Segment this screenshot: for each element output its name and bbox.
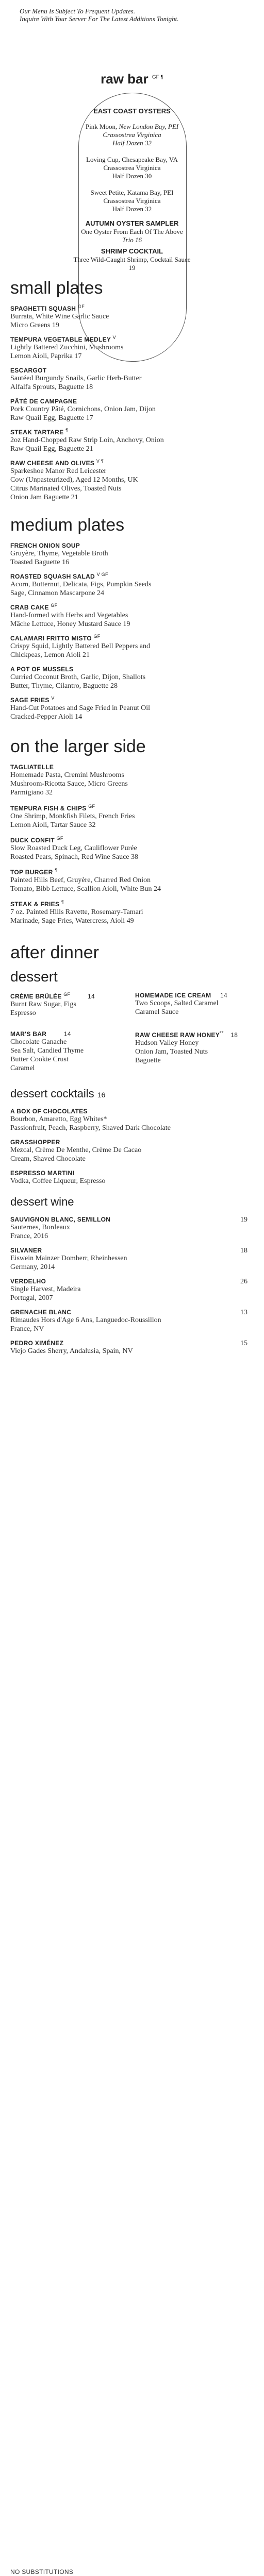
raw-bar-title-text: raw bar [101, 71, 148, 87]
item-desc: Hudson Valley Honey [135, 1039, 199, 1047]
item-desc: Raw Quail Egg, Baguette 21 [10, 445, 93, 453]
item-name: VERDELHO [10, 1278, 46, 1285]
item-name: HOMEMADE ICE CREAM [135, 992, 211, 999]
item-name: PÂTÉ DE CAMPAGNE [10, 398, 77, 405]
cocktail-item [10, 1139, 253, 1163]
item-name: SAGE FRIES [10, 697, 50, 704]
menu-item [10, 696, 253, 721]
item-desc: Sparkeshoe Manor Red Leicester [10, 467, 107, 475]
item-desc: Homemade Pasta, Cremini Mushrooms [10, 771, 124, 779]
item-name: DUCK CONFIT [10, 837, 55, 844]
item-mark: V [51, 696, 55, 701]
no-substitutions-note: NO SUBSTITUTIONS [10, 2568, 74, 2575]
item-mark: ¶ [65, 428, 69, 433]
east-coast-oysters-heading: EAST COAST OYSTERS [93, 107, 171, 115]
item-name: TAGLIATELLE [10, 764, 54, 771]
item-desc: 7 oz. Painted Hills Ravette, Rosemary-Tamari [10, 908, 143, 916]
item-desc: One Shrimp, Monkfish Filets, French Fries [10, 812, 135, 820]
item-desc: Gruyère, Thyme, Vegetable Broth [10, 550, 108, 557]
item-desc: Sauternes, Bordeaux [10, 1224, 70, 1231]
item-desc: Caramel Sauce [135, 1008, 179, 1016]
item-desc: Raw Quail Egg, Baguette 17 [10, 414, 93, 422]
cocktail-desc: Three Wild-Caught Shrimp, Cocktail Sauce [73, 256, 191, 263]
item-price: 26 [240, 1278, 248, 1285]
small-plates-title: small plates [10, 278, 103, 298]
item-price: 19 [240, 1216, 248, 1224]
item-name: CRÈME BRÛLÉE [10, 993, 62, 1000]
menu-item [10, 541, 253, 567]
menu-item [10, 304, 253, 330]
item-name: STEAK TARTARE [10, 429, 64, 436]
raw-bar-mark: GF ¶ [152, 74, 163, 80]
oyster-origin: Katama Bay, PEI [127, 189, 174, 196]
item-price: 14 [88, 993, 95, 1000]
item-desc: Germany, 2014 [10, 1263, 55, 1271]
item-desc: Parmigiano 32 [10, 789, 53, 796]
oyster-item [0, 189, 264, 213]
menu-item [10, 900, 253, 925]
item-name: A BOX OF CHOCOLATES [10, 1108, 88, 1115]
item-desc: Sautéed Burgundy Snails, Garlic Herb-Butter [10, 375, 142, 382]
sampler-heading: AUTUMN OYSTER SAMPLER [85, 219, 179, 227]
item-desc: Two Scoops, Salted Caramel [135, 999, 219, 1007]
item-desc: Chickpeas, Lemon Aioli 21 [10, 651, 90, 659]
oyster-price: Half Dozen 30 [112, 172, 152, 180]
item-mark: GF [56, 836, 63, 841]
item-name: PEDRO XIMÉNEZ [10, 1340, 64, 1347]
item-name: TEMPURA VEGETABLE MEDLEY [10, 336, 111, 343]
item-desc: Marinade, Sage Fries, Watercress, Aioli 49 [10, 917, 134, 925]
item-desc: Onion Jam Baguette 21 [10, 494, 78, 501]
item-name: RAW CHEESE AND OLIVES [10, 460, 95, 467]
item-mark: GF [88, 804, 95, 809]
item-desc: France, NV [10, 1325, 44, 1333]
item-desc: Cow (Unpasteurized), Aged 12 Months, UK [10, 476, 138, 484]
notice-line-2: Inquire With Your Server For The Latest Additions Tonight. [20, 15, 179, 23]
item-desc: Passionfruit, Peach, Raspberry, Shaved Dark Chocolate [10, 1124, 171, 1132]
dessert-cocktails-price: 16 [97, 1091, 106, 1099]
item-name: CRAB CAKE [10, 604, 49, 611]
item-name: MAR'S BAR [10, 1030, 47, 1038]
sampler-desc: One Oyster From Each Of The Above [81, 228, 183, 235]
item-desc: Chocolate Ganache [10, 1038, 67, 1046]
wine-item [10, 1309, 253, 1333]
item-desc: Curried Coconut Broth, Garlic, Dijon, Shallots [10, 673, 146, 681]
item-desc: Roasted Pears, Spinach, Red Wine Sauce 38 [10, 853, 139, 861]
item-price: 14 [63, 1030, 71, 1038]
notice-line-1: Our Menu Is Subject To Frequent Updates. [20, 7, 135, 15]
item-desc: Rimaudes Hors d'Age 6 Ans, Languedoc-Roussillon [10, 1316, 161, 1324]
item-name: ROASTED SQUASH SALAD [10, 573, 95, 580]
item-desc: France, 2016 [10, 1232, 48, 1240]
item-name: GRASSHOPPER [10, 1139, 60, 1146]
oyster-variety: Crassostrea Virginica [103, 197, 161, 205]
item-price: 18 [240, 1247, 248, 1255]
wine-item [10, 1278, 253, 1302]
item-desc: Burrata, White Wine Garlic Sauce [10, 313, 109, 320]
item-mark: GF [93, 634, 101, 639]
item-desc: Pork Country Pâté, Cornichons, Onion Jam, Dijon [10, 405, 156, 413]
raw-bar-title [0, 71, 264, 87]
oyster-name: Loving Cup, [86, 156, 120, 163]
oyster-name: Pink Moon, [85, 123, 118, 130]
oyster-item [0, 123, 264, 147]
oyster-origin: Chesapeake Bay, VA [122, 156, 178, 163]
dessert-item [135, 992, 254, 1016]
item-desc: Baguette [135, 1057, 161, 1064]
item-mark: GF [77, 304, 85, 309]
oyster-item [0, 156, 264, 180]
larger-side-title: on the larger side [10, 737, 146, 756]
item-name: CALAMARI FRITTO MISTO [10, 635, 92, 642]
item-name: STEAK & FRIES [10, 901, 60, 908]
item-price: 18 [230, 1031, 238, 1039]
item-desc: Micro Greens 19 [10, 321, 59, 329]
item-desc: Cream, Shaved Chocolate [10, 1155, 86, 1163]
menu-item [10, 665, 253, 690]
dessert-item [10, 992, 129, 1018]
menu-item [10, 634, 253, 659]
menu-item [10, 804, 253, 829]
item-desc: Eiswein Mainzer Domherr, Rheinhessen [10, 1255, 127, 1262]
wine-item [10, 1340, 253, 1355]
oyster-origin: New London Bay, PEI [119, 123, 179, 130]
item-name: ESPRESSO MARTINI [10, 1170, 75, 1177]
dessert-title: dessert [10, 969, 58, 985]
item-name: TEMPURA FISH & CHIPS [10, 805, 87, 812]
item-mark: V ¶ [96, 459, 104, 464]
item-desc: 2oz Hand-Chopped Raw Strip Loin, Anchovy, Onion [10, 436, 164, 444]
menu-item [10, 603, 253, 629]
menu-item [10, 335, 253, 361]
dessert-cocktails-title [10, 1087, 105, 1100]
item-desc: Lemon Aioli, Paprika 17 [10, 352, 82, 360]
item-desc: Hand-Cut Potatoes and Sage Fried in Peanut Oil [10, 704, 151, 712]
update-notice [20, 7, 264, 23]
item-price: 14 [220, 992, 227, 999]
item-desc: Mâche Lettuce, Honey Mustard Sauce 19 [10, 620, 130, 628]
item-desc: Mushroom-Ricotta Sauce, Micro Greens [10, 780, 128, 788]
item-name: TOP BURGER [10, 869, 53, 876]
menu-item [10, 868, 253, 893]
sampler-price: Trio 16 [122, 236, 142, 244]
oyster-sampler [0, 219, 264, 244]
dessert-item [135, 1030, 254, 1065]
oyster-price: Half Dozen 32 [112, 139, 152, 147]
menu-item [10, 459, 253, 502]
wine-item [10, 1247, 253, 1272]
dessert-item [10, 1030, 129, 1073]
menu-item [10, 366, 253, 392]
menu-item [10, 572, 253, 598]
after-dinner-title: after dinner [10, 943, 99, 962]
item-desc: Sea Salt, Candied Thyme [10, 1047, 84, 1055]
menu-item [10, 397, 253, 422]
item-mark: ¶ [55, 868, 58, 873]
item-desc: Burnt Raw Sugar, Figs [10, 1001, 76, 1008]
item-desc: Toasted Baguette 16 [10, 558, 70, 566]
item-mark: ¶ [61, 900, 64, 905]
cocktail-heading: SHRIMP COCKTAIL [101, 247, 163, 255]
item-desc: Vodka, Coffee Liqueur, Espresso [10, 1177, 106, 1185]
medium-plates-title: medium plates [10, 515, 125, 535]
item-desc: Acorn, Butternut, Delicata, Figs, Pumpkin Seeds [10, 581, 152, 588]
item-desc: Portugal, 2007 [10, 1294, 53, 1302]
item-mark: GF [51, 603, 58, 608]
menu-item [10, 428, 253, 453]
item-name: GRENACHE BLANC [10, 1309, 72, 1316]
item-desc: Slow Roasted Duck Leg, Cauliflower Purée [10, 844, 137, 852]
item-desc: Crispy Squid, Lightly Battered Bell Peppers and [10, 642, 151, 650]
item-name: A POT OF MUSSELS [10, 666, 74, 673]
wine-item [10, 1216, 253, 1241]
item-desc: Citrus Marinated Olives, Toasted Nuts [10, 485, 122, 493]
item-desc: Tomato, Bibb Lettuce, Scallion Aioli, White Bun 24 [10, 885, 161, 893]
item-mark: GF [63, 992, 71, 997]
item-desc: Lightly Battered Zucchini, Mushrooms [10, 344, 124, 351]
cocktail-item [10, 1108, 253, 1132]
item-price: 15 [240, 1340, 248, 1347]
cocktail-price: 19 [128, 264, 136, 272]
item-price: 13 [240, 1309, 248, 1316]
item-desc: Single Harvest, Madeira [10, 1285, 81, 1293]
item-mark: V GF [96, 572, 108, 577]
menu-item [10, 762, 253, 797]
item-desc: Viejo Gades Sherry, Andalusia, Spain, NV [10, 1347, 133, 1355]
item-desc: Painted Hills Beef, Gruyère, Charred Red Onion [10, 876, 151, 884]
item-desc: Cracked-Pepper Aioli 14 [10, 713, 82, 721]
item-desc: Hand-formed with Herbs and Vegetables [10, 612, 128, 619]
shrimp-cocktail [0, 247, 264, 272]
item-name: RAW CHEESE RAW HONEY [135, 1031, 220, 1039]
item-name: ESCARGOT [10, 367, 47, 374]
oyster-price: Half Dozen 32 [112, 205, 152, 213]
dessert-wine-title: dessert wine [10, 1195, 74, 1208]
item-desc: Caramel [10, 1064, 35, 1072]
item-desc: Alfalfa Sprouts, Baguette 18 [10, 383, 93, 391]
menu-item [10, 836, 253, 861]
item-mark: V [112, 335, 116, 340]
item-desc: Sage, Cinnamon Mascarpone 24 [10, 589, 104, 597]
item-name: SILVANER [10, 1247, 42, 1254]
oyster-variety: Crassostrea Virginica [103, 164, 161, 172]
dessert-cocktails-title-text: dessert cocktails [10, 1087, 94, 1100]
cocktail-item [10, 1170, 253, 1185]
oyster-variety: Crassostrea Virginica [103, 131, 161, 139]
item-desc: Espresso [10, 1009, 36, 1017]
item-desc: Onion Jam, Toasted Nuts [135, 1048, 208, 1056]
item-desc: Butter Cookie Crust [10, 1056, 69, 1063]
item-name: FRENCH ONION SOUP [10, 542, 80, 549]
item-name: SPAGHETTI SQUASH [10, 305, 76, 312]
item-desc: Lemon Aioli, Tartar Sauce 32 [10, 821, 96, 829]
item-desc: Mezcal, Crème De Menthe, Crème De Cacao [10, 1146, 142, 1154]
item-desc: Butter, Thyme, Cilantro, Baguette 28 [10, 682, 118, 690]
item-name: SAUVIGNON BLANC, SEMILLON [10, 1216, 111, 1223]
item-mark: ** [220, 1030, 224, 1036]
oyster-name: Sweet Petite, [90, 189, 126, 196]
item-desc: Bourbon, Amaretto, Egg Whites* [10, 1115, 107, 1123]
